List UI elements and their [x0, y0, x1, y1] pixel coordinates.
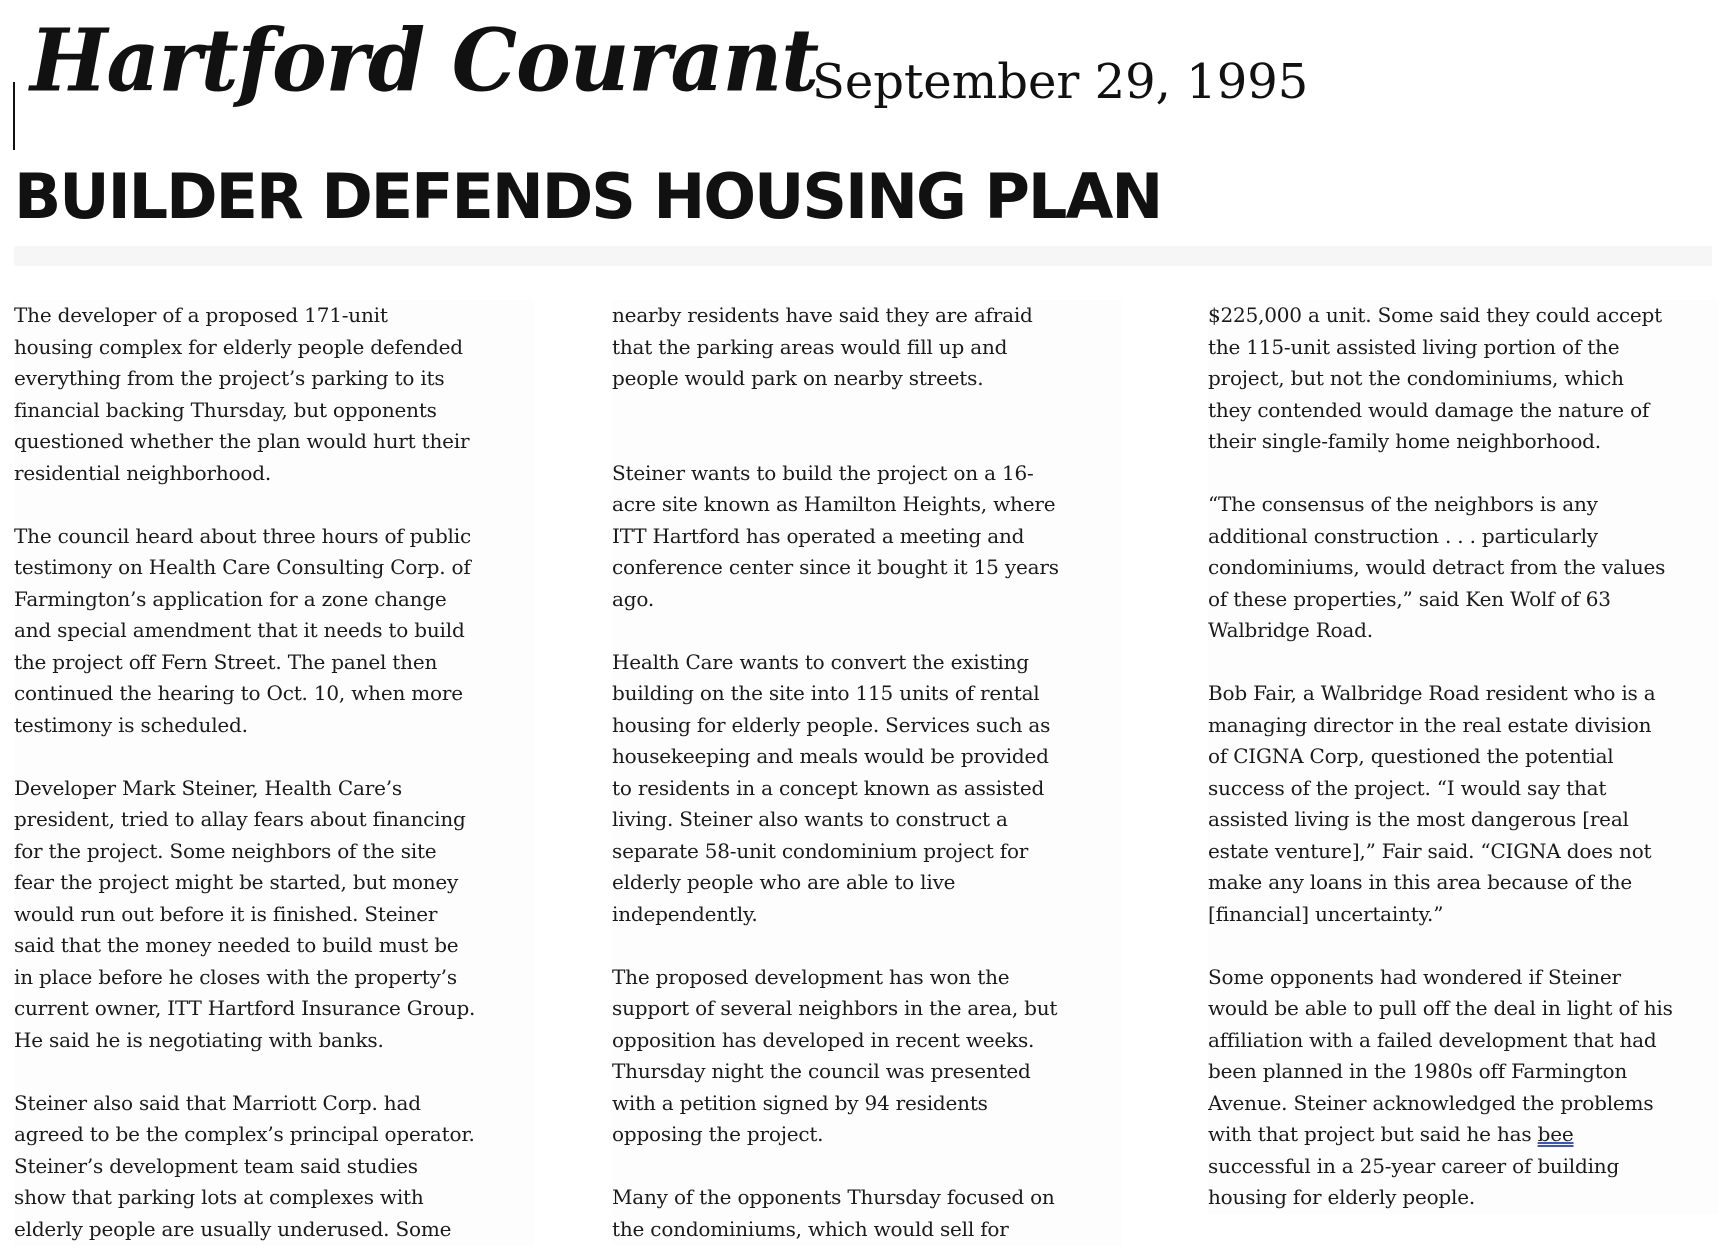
article-text-line: to residents in a concept known as assisted	[612, 775, 1045, 800]
article-text-line: they contended would damage the nature of	[1208, 397, 1650, 422]
article-text-line: The developer of a proposed 171-unit	[14, 303, 388, 327]
paragraph-gap	[14, 741, 534, 773]
article-text-line: residential neighborhood.	[14, 460, 272, 485]
article-text-line: additional construction . . . particularly	[1208, 523, 1598, 548]
article-text-line: with a petition signed by 94 residents	[612, 1090, 988, 1115]
article-text-line: show that parking lots at complexes with	[14, 1185, 424, 1209]
article-text-line: estate venture],” Fair said. “CIGNA does not	[1208, 838, 1652, 863]
article-text-line: of these properties,” said Ken Wolf of 63	[1208, 586, 1611, 611]
article-text-line: fear the project might be started, but money	[14, 870, 459, 894]
article-text-line: acre site known as Hamilton Heights, where	[612, 492, 1056, 516]
article-text-line: for the project. Some neighbors of the site	[14, 838, 437, 863]
article-text-line: everything from the project’s parking to its	[14, 366, 445, 390]
paragraph-gap	[1208, 930, 1718, 962]
article-text-line: [financial] uncertainty.”	[1208, 901, 1444, 926]
article-text-line: Avenue. Steiner acknowledged the problems	[1208, 1090, 1654, 1115]
article-text-line: Thursday night the council was presented	[612, 1059, 1031, 1083]
article-text-line: the 115-unit assisted living portion of the	[1208, 334, 1620, 359]
paragraph-gap	[1208, 647, 1718, 679]
article-text-line: Steiner’s development team said studies	[14, 1153, 418, 1178]
article-text-line: nearby residents have said they are afraid	[612, 303, 1033, 327]
article-text-line: Developer Mark Steiner, Health Care’s	[14, 775, 402, 800]
article-text-line: would run out before it is finished. Steiner	[14, 901, 438, 926]
article-text-line: opposing the project.	[612, 1122, 824, 1146]
headline-divider	[14, 246, 1712, 266]
article-text-line: living. Steiner also wants to construct a	[612, 807, 1008, 831]
article-text-line: Health Care wants to convert the existing	[612, 649, 1029, 674]
article-text-line: people would park on nearby streets.	[612, 366, 984, 390]
article-text-line: opposition has developed in recent weeks.	[612, 1027, 1035, 1052]
article-text-line: and special amendment that it needs to build	[14, 618, 465, 642]
article-text-line: “The consensus of the neighbors is any	[1208, 492, 1598, 516]
article-text-line: managing director in the real estate division	[1208, 712, 1652, 737]
paragraph-gap	[612, 426, 1122, 458]
article-text-line: $225,000 a unit. Some said they could accept	[1208, 303, 1662, 327]
article-text-line: would be able to pull off the deal in light of his	[1208, 996, 1673, 1020]
article-text-line: affiliation with a failed development that had	[1208, 1027, 1657, 1052]
paragraph-gap	[612, 1151, 1122, 1183]
article-text-line: testimony on Health Care Consulting Corp. of	[14, 555, 471, 579]
article-text-line: Many of the opponents Thursday focused on	[612, 1185, 1055, 1209]
article-text-line: of CIGNA Corp, questioned the potential	[1208, 744, 1614, 768]
article-text-line: successful in a 25-year career of building	[1208, 1153, 1620, 1178]
article-text-line: building on the site into 115 units of rental	[612, 681, 1040, 705]
article-text-line: independently.	[612, 901, 758, 926]
article-text-line: said that the money needed to build must be	[14, 933, 459, 957]
article-text-line: He said he is negotiating with banks.	[14, 1027, 384, 1052]
paragraph-gap	[14, 1056, 534, 1088]
paragraph-gap	[612, 615, 1122, 647]
article-text-line: financial backing Thursday, but opponents	[14, 397, 437, 422]
article-text-line: separate 58-unit condominium project for	[612, 838, 1029, 863]
article-text-line: with that project but said he has bee	[1208, 1122, 1574, 1146]
article-text-line: Steiner wants to build the project on a 16-	[612, 460, 1034, 485]
article-text-line: ITT Hartford has operated a meeting and	[612, 523, 1025, 548]
publication-date: September 29, 1995	[812, 54, 1309, 110]
article-text-line: current owner, ITT Hartford Insurance Group.	[14, 996, 476, 1020]
article-text-line: conference center since it bought it 15 years	[612, 555, 1059, 579]
paragraph-gap	[14, 489, 534, 521]
article-column-3	[1208, 300, 1718, 1214]
article-text-line: condominiums, would detract from the values	[1208, 555, 1666, 579]
article-text-line: housekeeping and meals would be provided	[612, 744, 1049, 768]
article-text-line: The proposed development has won the	[612, 964, 1010, 989]
article-text-line: continued the hearing to Oct. 10, when more	[14, 681, 463, 705]
spellcheck-underlined-word: bee	[1537, 1122, 1574, 1146]
article-text-line: agreed to be the complex’s principal operator.	[14, 1122, 475, 1146]
article-text-line: president, tried to allay fears about financing	[14, 807, 466, 831]
article-text-line: success of the project. “I would say that	[1208, 775, 1607, 800]
article-text-line: housing for elderly people.	[1208, 1185, 1476, 1209]
article-column-1	[14, 300, 534, 1245]
article-text-line: elderly people who are able to live	[612, 870, 956, 894]
masthead-title: Hartford Courant	[30, 10, 819, 112]
article-headline: BUILDER DEFENDS HOUSING PLAN	[14, 160, 1162, 233]
article-text-line: support of several neighbors in the area, but	[612, 996, 1058, 1020]
article-text-line: the project off Fern Street. The panel then	[14, 649, 438, 674]
paragraph-gap	[612, 395, 1122, 427]
article-text-line: in place before he closes with the property’s	[14, 964, 457, 989]
article-text-line: The council heard about three hours of public	[14, 523, 471, 548]
paragraph-gap	[612, 930, 1122, 962]
article-text-line: testimony is scheduled.	[14, 712, 248, 737]
article-text-line: their single-family home neighborhood.	[1208, 429, 1601, 453]
article-text-line: the condominiums, which would sell for	[612, 1216, 1009, 1241]
article-text-line: Some opponents had wondered if Steiner	[1208, 964, 1621, 989]
article-text-line: housing for elderly people. Services such as	[612, 712, 1051, 737]
article-text-line: elderly people are usually underused. Some	[14, 1216, 452, 1241]
article-column-2	[612, 300, 1122, 1245]
article-text-line: Bob Fair, a Walbridge Road resident who is a	[1208, 681, 1656, 705]
article-text-line: ago.	[612, 586, 654, 611]
article-text-line: make any loans in this area because of the	[1208, 870, 1632, 894]
article-text-line: that the parking areas would fill up and	[612, 334, 1008, 359]
article-text-line: project, but not the condominiums, which	[1208, 366, 1624, 390]
article-text-line: Farmington’s application for a zone change	[14, 586, 447, 611]
paragraph-gap	[1208, 458, 1718, 490]
article-text-line: Steiner also said that Marriott Corp. had	[14, 1090, 421, 1115]
article-text-line: housing complex for elderly people defended	[14, 334, 463, 359]
article-text-line: assisted living is the most dangerous [real	[1208, 807, 1629, 831]
article-text-line: questioned whether the plan would hurt their	[14, 429, 470, 453]
article-text-line: Walbridge Road.	[1208, 618, 1373, 642]
article-text-line: been planned in the 1980s off Farmington	[1208, 1059, 1628, 1083]
text-cursor-bar	[13, 82, 15, 150]
